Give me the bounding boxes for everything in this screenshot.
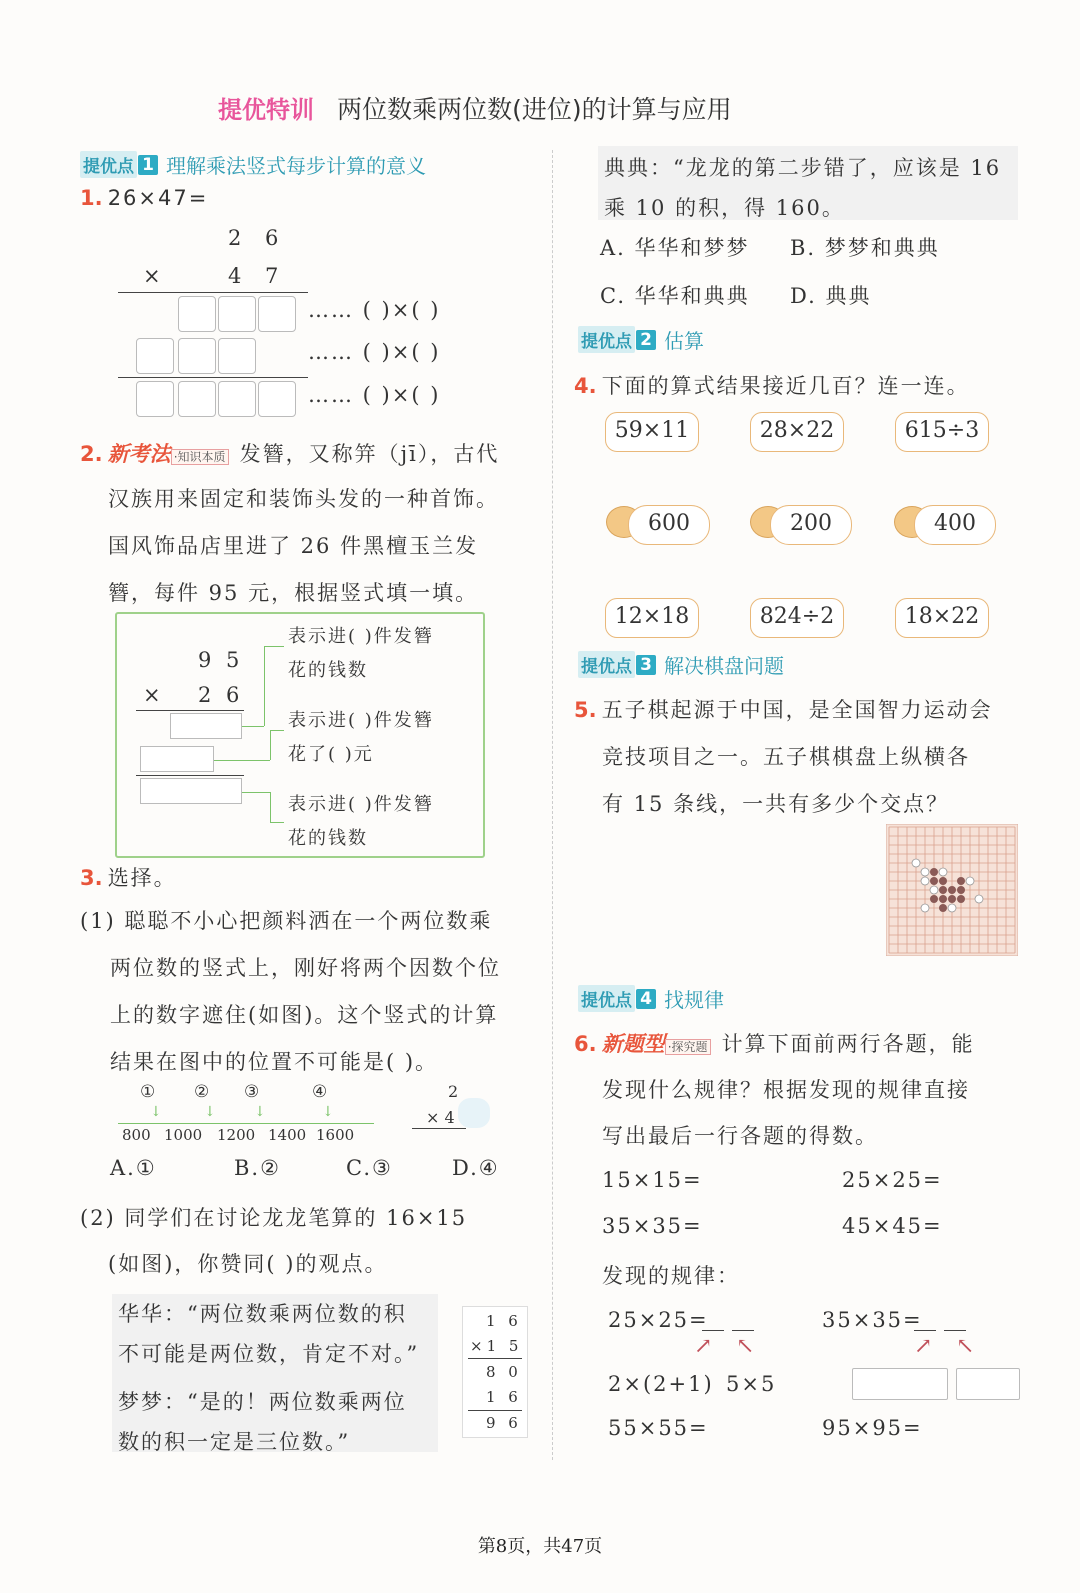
tick-1200: 1200 (217, 1126, 256, 1144)
marker-2: ② (194, 1082, 212, 1102)
q1-row-hint-2: …… ( )×( ) (308, 340, 441, 364)
q3-title: 选择。 (107, 866, 177, 890)
number-line (118, 1123, 374, 1124)
q3-option2-d[interactable]: D. 典典 (790, 284, 872, 308)
q1-top-digit-1: 2 (228, 226, 244, 250)
q2-arrow (270, 822, 284, 823)
q3-p1-line-3: 上的数字遮住(如图)。这个竖式的计算 (110, 1003, 499, 1027)
q6-num: 6. (574, 1032, 597, 1056)
marker-3: ③ (244, 1082, 262, 1102)
q6-sub-tag: ·探究题 (665, 1039, 711, 1055)
q6-hint-left: 2×(2+1) (608, 1372, 714, 1396)
header-tag: 提优特训 (218, 96, 314, 124)
expr-bone[interactable]: 59×11 (605, 412, 699, 452)
q3-option-a[interactable]: A.① (110, 1156, 157, 1180)
q3-p2-line-1: (2) 同学们在讨论龙龙笔算的 16×15 (80, 1206, 468, 1230)
q5-line-2: 竞技项目之一。五子棋棋盘上纵横各 (602, 745, 970, 769)
q1-box[interactable] (178, 338, 216, 374)
q1-row-hint-3: …… ( )×( ) (308, 383, 441, 407)
calc-line-1: 1 6 (486, 1312, 522, 1330)
q1-times: × (143, 264, 163, 288)
q1-box[interactable] (258, 381, 296, 417)
page-title: 两位数乘两位数(进位)的计算与应用 (337, 95, 732, 124)
blank-line (914, 1330, 936, 1331)
point1-heading (80, 150, 426, 179)
marker-4: ④ (312, 1082, 330, 1102)
value-pill[interactable]: 200 (770, 505, 852, 545)
point1-title: 理解乘法竖式每步计算的意义 (166, 154, 426, 178)
value-pill[interactable]: 600 (628, 505, 710, 545)
blank-line (732, 1330, 754, 1331)
q6-hint-right: 5×5 (726, 1372, 777, 1396)
expr-bone[interactable]: 28×22 (750, 412, 844, 452)
point2-heading (578, 325, 704, 354)
point2-title: 估算 (664, 329, 704, 353)
blank-line (944, 1330, 966, 1331)
q1-top-digit-2: 6 (265, 226, 281, 250)
point1-num: 1 (138, 155, 158, 175)
q1-num: 1. (80, 186, 103, 210)
marker-arrow-icon: ↓ (254, 1104, 266, 1120)
q2-arrow (214, 760, 270, 761)
q6-example-left: 25×25= (608, 1308, 709, 1332)
point2-num: 2 (636, 330, 656, 350)
q3-option-b[interactable]: B.② (234, 1156, 281, 1180)
q2-arrow (270, 730, 284, 731)
mengmeng-line-1: 梦梦：“是的！两位数乘两位 (118, 1390, 407, 1414)
q3-p2-line-2: (如图)，你赞同( )的观点。 (108, 1252, 388, 1276)
q3-num: 3. (80, 866, 103, 890)
point3-heading (578, 650, 784, 679)
q6-header (574, 1028, 975, 1058)
q2-top-digit-2: 5 (226, 648, 242, 672)
q6-row1-right: 25×25= (842, 1168, 943, 1192)
q2-label-1a: 表示进( )件发簪 (288, 626, 434, 647)
q3-option2-b[interactable]: B. 梦梦和典典 (790, 236, 940, 260)
expr-bone[interactable]: 615÷3 (895, 412, 989, 452)
marker-arrow-icon: ↓ (204, 1104, 216, 1120)
arrow-up-left-icon: ↖ (956, 1334, 975, 1359)
page-footer: 第8页，共47页 (477, 1536, 603, 1557)
q6-row3-right: 95×95= (822, 1416, 923, 1440)
q2-label-3a: 表示进( )件发簪 (288, 794, 434, 815)
tick-1000: 1000 (164, 1126, 203, 1144)
page-header (218, 90, 732, 126)
point3-num: 3 (636, 655, 656, 675)
mengmeng-line-2: 数的积一定是三位数。” (118, 1430, 351, 1454)
q2-label-2b: 花了( )元 (288, 744, 374, 765)
q6-row2-right: 45×45= (842, 1214, 943, 1238)
tick-800: 800 (122, 1126, 151, 1144)
rule-answer-box[interactable] (852, 1368, 948, 1400)
q1-row-hint-1: …… ( )×( ) (308, 298, 441, 322)
q1-box[interactable] (136, 338, 174, 374)
q1-bottom-digit-2: 7 (265, 264, 281, 288)
q2-arrow (242, 726, 264, 727)
q5-num: 5. (574, 698, 597, 722)
calc-line-4: 1 6 (486, 1388, 522, 1406)
q2-arrow (270, 730, 271, 760)
point4-title: 找规律 (664, 988, 724, 1012)
calc-line-5: 9 6 (486, 1414, 522, 1432)
huahua-line-1: 华华：“两位数乘两位数的积 (118, 1302, 407, 1326)
q6-row1-left: 15×15= (602, 1168, 703, 1192)
calc-line-3: 8 0 (486, 1363, 522, 1381)
q3-option2-a[interactable]: A. 华华和梦梦 (600, 236, 750, 260)
q6-row3-left: 55×55= (608, 1416, 709, 1440)
q1-box[interactable] (218, 296, 256, 332)
q1-expr: 26×47= (107, 186, 209, 210)
q1-box[interactable] (178, 296, 216, 332)
arrow-up-right-icon: ↗ (914, 1334, 933, 1359)
q2-times: × (143, 683, 163, 707)
q6-row2-left: 35×35= (602, 1214, 703, 1238)
q2-arrow (264, 646, 265, 726)
q2-line-3: 国风饰品店里进了 26 件黑檀玉兰发 (108, 534, 479, 558)
calc-rule (468, 1410, 522, 1411)
calc-rule (468, 1358, 522, 1359)
gomoku-board (886, 824, 1018, 956)
q2-answer-box[interactable] (140, 746, 214, 772)
q1-box[interactable] (136, 381, 174, 417)
blank-line (702, 1330, 724, 1331)
q3-option2-c[interactable]: C. 华华和典典 (600, 284, 750, 308)
q2-arrow (270, 792, 271, 822)
q2-arrow (242, 792, 270, 793)
q2-label-3b: 花的钱数 (288, 828, 368, 849)
q6-rule-label: 发现的规律： (602, 1264, 740, 1288)
q1-box[interactable] (258, 296, 296, 332)
q3-p1-line-2: 两位数的竖式上，刚好将两个因数个位 (110, 956, 501, 980)
q2-label-2a: 表示进( )件发簪 (288, 710, 434, 731)
paint-splash (458, 1098, 490, 1128)
q6-line-1: 计算下面前两行各题，能 (721, 1032, 975, 1056)
q2-answer-box[interactable] (140, 778, 242, 804)
q2-line-4: 簪，每件 95 元，根据竖式填一填。 (108, 581, 479, 605)
point1-badge: 提优点 (80, 151, 137, 178)
marker-arrow-icon: ↓ (150, 1104, 162, 1120)
q5-line-3: 有 15 条线，一共有多少个交点？ (602, 792, 950, 816)
q6-line-2: 发现什么规律？根据发现的规律直接 (602, 1078, 970, 1102)
point4-badge: 提优点 (578, 985, 635, 1012)
mini-line (412, 1128, 466, 1129)
q4-text: 下面的算式结果接近几百？连一连。 (601, 374, 970, 398)
q2-header (80, 438, 499, 468)
q2-line-a (136, 710, 244, 711)
q2-arrow (264, 646, 284, 647)
q1-box[interactable] (178, 381, 216, 417)
q6-example-right: 35×35= (822, 1308, 923, 1332)
q3-option-c[interactable]: C.③ (346, 1156, 393, 1180)
q3-header (80, 862, 177, 892)
calc-line-2: ×1 5 (470, 1337, 523, 1355)
q1-box[interactable] (218, 338, 256, 374)
tick-1400: 1400 (268, 1126, 307, 1144)
point4-heading (578, 984, 724, 1013)
value-pill[interactable]: 400 (914, 505, 996, 545)
q1-line-2 (118, 377, 308, 378)
q1-header (80, 186, 208, 210)
tick-1600: 1600 (316, 1126, 355, 1144)
q2-sub-tag: ·知识本质 (171, 449, 229, 465)
marker-arrow-icon: ↓ (322, 1104, 334, 1120)
dian-line-1: 典典：“龙龙的第二步错了，应该是 16 (604, 156, 1002, 180)
q2-top-digit-1: 9 (198, 648, 214, 672)
q3-option-d[interactable]: D.④ (452, 1156, 500, 1180)
dian-line-2: 乘 10 的积，得 160。 (604, 196, 845, 220)
q2-line-b (136, 775, 244, 776)
point3-badge: 提优点 (578, 651, 635, 678)
q4-header (574, 370, 970, 400)
q5-line-1: 五子棋起源于中国，是全国智力运动会 (601, 698, 993, 722)
q1-line-1 (118, 292, 308, 293)
q2-bottom-digit-2: 6 (226, 683, 242, 707)
q2-label-1b: 花的钱数 (288, 660, 368, 681)
q5-header (574, 694, 993, 724)
q2-bottom-digit-1: 2 (198, 683, 214, 707)
q2-line-2: 汉族用来固定和装饰头发的一种首饰。 (108, 487, 499, 511)
q2-line-1: 发簪，又称笄（jī），古代 (239, 442, 500, 466)
q6-line-3: 写出最后一行各题的得数。 (602, 1124, 878, 1148)
huahua-line-2: 不可能是两位数，肯定不对。” (118, 1342, 420, 1366)
mini-bottom: × 4 (426, 1108, 455, 1127)
q2-new-tag: 新考法 (107, 442, 171, 466)
column-divider (552, 150, 553, 1460)
expr-bone[interactable]: 824÷2 (750, 598, 844, 638)
point2-badge: 提优点 (578, 326, 635, 353)
q2-answer-box[interactable] (170, 713, 242, 739)
q4-num: 4. (574, 374, 597, 398)
expr-bone[interactable]: 12×18 (605, 598, 699, 638)
q1-box[interactable] (218, 381, 256, 417)
q1-bottom-digit-1: 4 (228, 264, 244, 288)
point4-num: 4 (636, 989, 656, 1009)
q2-num: 2. (80, 442, 103, 466)
mini-top: 2 (448, 1082, 459, 1101)
q3-p1-line-1: (1) 聪聪不小心把颜料洒在一个两位数乘 (80, 909, 493, 933)
arrow-up-right-icon: ↗ (694, 1334, 713, 1359)
expr-bone[interactable]: 18×22 (895, 598, 989, 638)
arrow-up-left-icon: ↖ (736, 1334, 755, 1359)
marker-1: ① (140, 1082, 158, 1102)
point3-title: 解决棋盘问题 (664, 654, 784, 678)
q6-new-tag: 新题型 (601, 1032, 665, 1056)
rule-answer-box[interactable] (956, 1368, 1020, 1400)
q3-p1-line-4: 结果在图中的位置不可能是( )。 (110, 1050, 439, 1074)
